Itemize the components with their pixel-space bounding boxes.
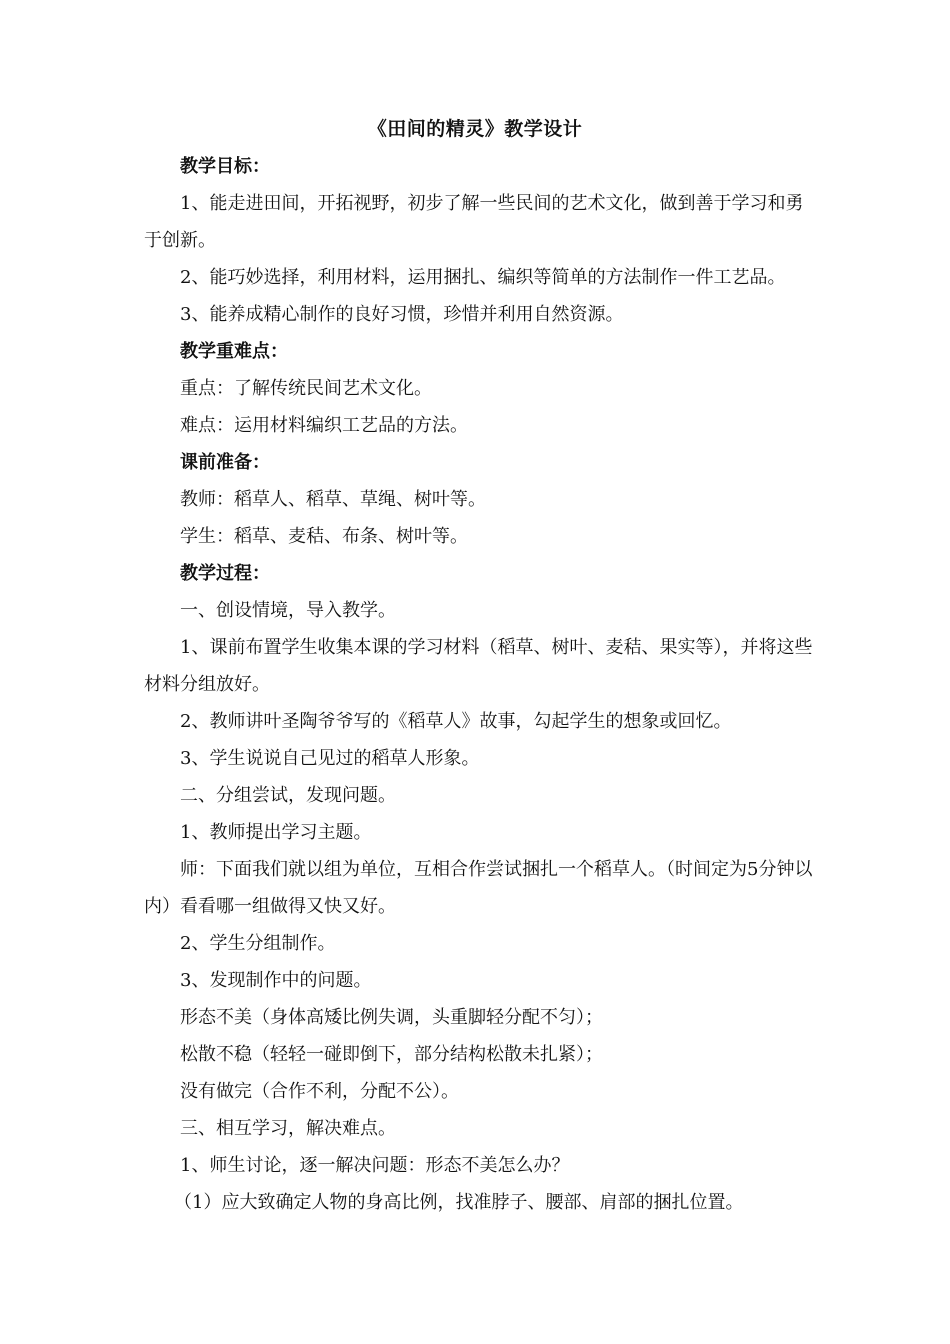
paragraph-step-two-1: 1、教师提出学习主题。 [180, 822, 372, 843]
paragraph-problem-loose: 松散不稳（轻轻一碰即倒下，部分结构松散未扎紧）； [180, 1044, 603, 1065]
paragraph-problem-shape: 形态不美（身体高矮比例失调，头重脚轻分配不匀）； [180, 1007, 603, 1028]
paragraph-step-one-3: 3、学生说说自己见过的稻草人形象。 [180, 748, 480, 769]
paragraph-objective-3: 3、能养成精心制作的良好习惯，珍惜并利用自然资源。 [180, 304, 624, 325]
paragraph-teacher-materials: 教师：稻草人、稻草、草绳、树叶等。 [180, 489, 486, 510]
paragraph-step-two-2: 2、学生分组制作。 [180, 933, 336, 954]
section-heading-preparation: 课前准备： [180, 452, 270, 473]
paragraph-step-two-3: 3、发现制作中的问题。 [180, 970, 372, 991]
paragraph-student-materials: 学生：稻草、麦秸、布条、树叶等。 [180, 526, 468, 547]
paragraph-step-three: 三、相互学习，解决难点。 [180, 1118, 396, 1139]
paragraph-step-one: 一、创设情境，导入教学。 [180, 600, 396, 621]
paragraph-step-one-1: 1、课前布置学生收集本课的学习材料（稻草、树叶、麦秸、果实等），并将这些材料分组放好。 [144, 637, 813, 695]
paragraph-step-three-1: 1、师生讨论，逐一解决问题：形态不美怎么办？ [180, 1155, 570, 1176]
paragraph-objective-2: 2、能巧妙选择，利用材料，运用捆扎、编织等简单的方法制作一件工艺品。 [180, 267, 786, 288]
paragraph-key-point: 重点：了解传统民间艺术文化。 [180, 378, 432, 399]
paragraph-teacher-speech: 师：下面我们就以组为单位，互相合作尝试捆扎一个稻草人。（时间定为5分钟以内）看看哪一组做得又快又好。 [144, 859, 813, 917]
paragraph-objective-1: 1、能走进田间，开拓视野，初步了解一些民间的艺术文化，做到善于学习和勇于创新。 [144, 193, 804, 251]
paragraph-step-one-2: 2、教师讲叶圣陶爷爷写的《稻草人》故事，勾起学生的想象或回忆。 [180, 711, 732, 732]
paragraph-step-three-1-1: （1）应大致确定人物的身高比例，找准脖子、腰部、肩部的捆扎位置。 [174, 1192, 744, 1213]
section-heading-objectives: 教学目标： [180, 156, 270, 177]
paragraph-step-two: 二、分组尝试，发现问题。 [180, 785, 396, 806]
document-body [144, 148, 816, 1221]
section-heading-process: 教学过程： [180, 563, 270, 584]
paragraph-difficult-point: 难点：运用材料编织工艺品的方法。 [180, 415, 468, 436]
document-title: 《田间的精灵》教学设计 [367, 118, 583, 140]
paragraph-problem-unfinished: 没有做完（合作不利，分配不公）。 [180, 1081, 459, 1102]
section-heading-key-points: 教学重难点： [180, 341, 288, 362]
